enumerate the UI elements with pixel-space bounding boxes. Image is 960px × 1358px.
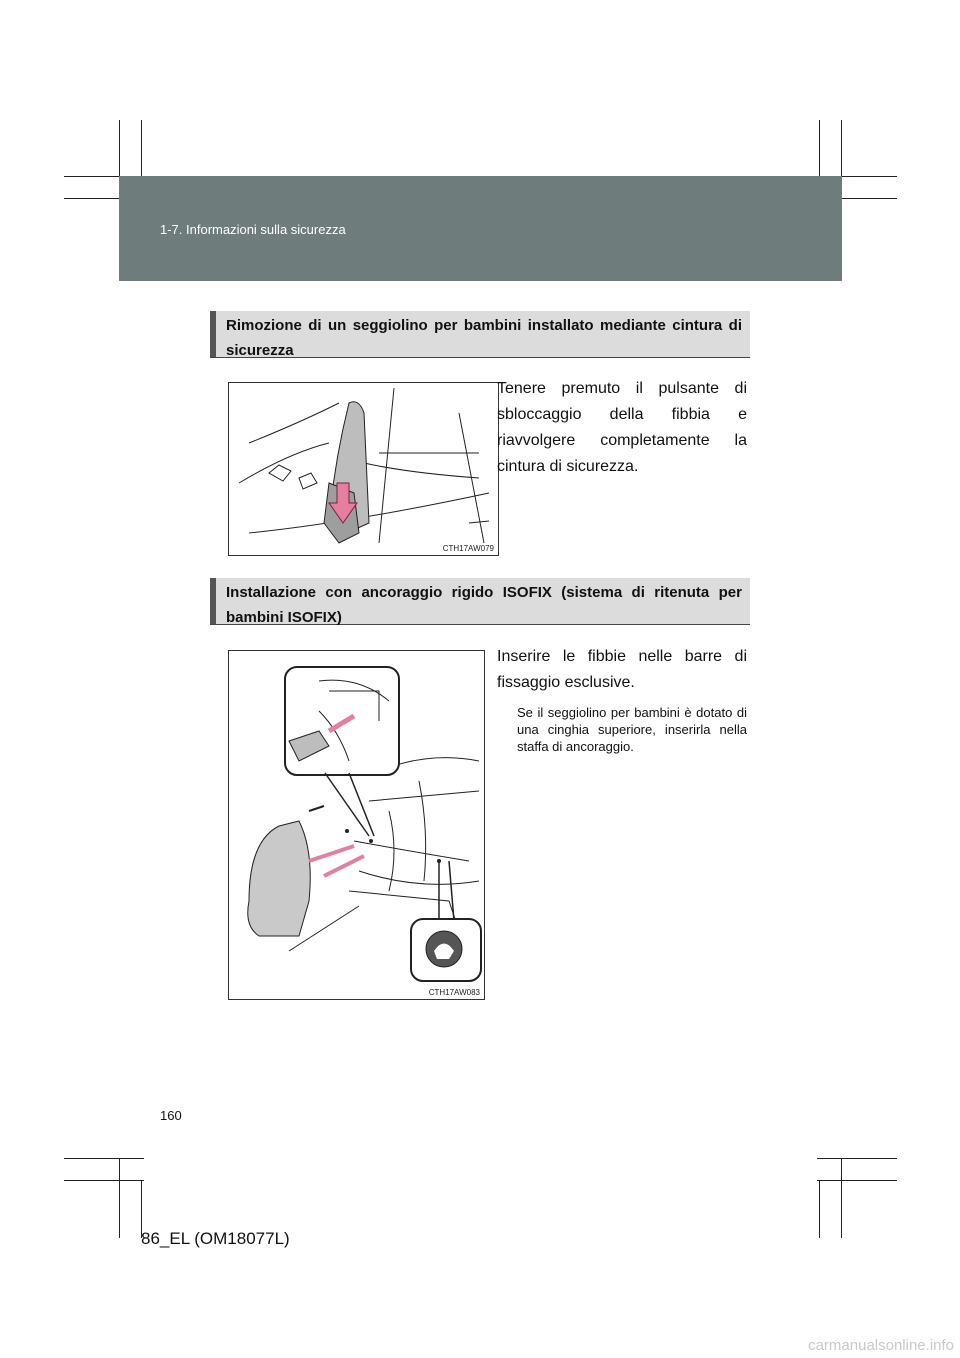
watermark: carmanualsonline.info xyxy=(808,1337,954,1354)
isofix-drawing xyxy=(229,651,484,999)
seatbelt-removal-illustration xyxy=(228,382,499,556)
section-title: 1-7. Informazioni sulla sicurezza xyxy=(160,222,346,237)
crop-mark xyxy=(841,1158,842,1238)
section-heading: Installazione con ancoraggio rigido ISOFIX (sistema di ritenuta per bambini ISOFIX) xyxy=(210,578,750,625)
instruction-text: Tenere premuto il pulsante di sbloccaggio della fibbia e riavvolgere completamente la cintura di sicurezza. xyxy=(497,380,747,475)
crop-mark xyxy=(819,1180,820,1238)
crop-mark xyxy=(64,1180,144,1181)
page-number: 160 xyxy=(160,1108,182,1123)
crop-mark xyxy=(817,1158,897,1159)
figure-code: CTH17AW083 xyxy=(428,988,480,997)
crop-mark xyxy=(817,1180,897,1181)
figure-code: CTH17AW079 xyxy=(442,544,494,553)
note-text: Se il seggiolino per bambini è dotato di una cinghia superiore, inserirla nella staffa di ancoraggio. xyxy=(517,705,747,754)
isofix-installation-illustration xyxy=(228,650,485,1000)
model-code: 86_EL (OM18077L) xyxy=(141,1229,290,1248)
crop-mark xyxy=(64,1158,144,1159)
crop-mark xyxy=(119,1158,120,1238)
section-heading: Rimozione di un seggiolino per bambini installato mediante cintura di sicurezza xyxy=(210,311,750,358)
instruction-text: Inserire le fibbie nelle barre di fissaggio esclusive. xyxy=(497,648,747,691)
seatbelt-buckle-drawing xyxy=(229,383,498,555)
